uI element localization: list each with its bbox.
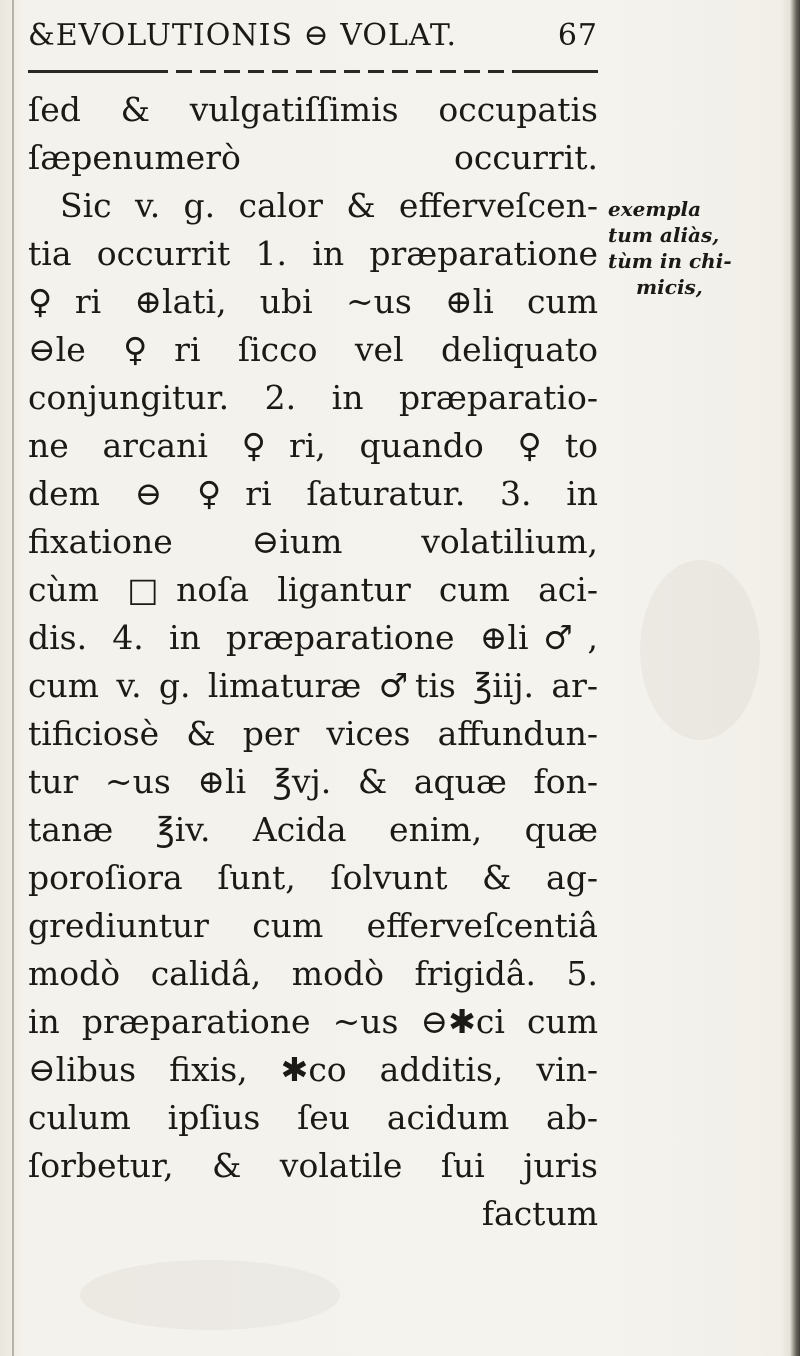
header-rule <box>28 70 598 73</box>
text-line: tia occurrit 1. in præparatione <box>28 234 598 273</box>
paper-stain <box>80 1260 340 1330</box>
text-line: dis. 4. in præparatione ⊕li♂, <box>28 618 598 657</box>
running-header <box>28 10 598 56</box>
margin-note-line: tùm in chi- <box>608 249 732 273</box>
text-line: tificiosè & per vices affundun- <box>28 714 598 753</box>
page-number: 67 <box>557 18 598 53</box>
text-line: cum v. g. limaturæ ♂tis ℥iij. ar- <box>28 666 598 705</box>
text-line: poroſiora ſunt, ſolvunt & ag- <box>28 858 598 897</box>
gutter-shadow <box>12 0 14 1356</box>
text-line: ſorbetur, & volatile ſui juris <box>28 1146 598 1185</box>
body-text <box>28 86 598 1238</box>
text-line: tanæ ℥iv. Acida enim, quæ <box>28 810 598 849</box>
text-line: ſæpenumerò occurrit. <box>28 138 598 177</box>
margin-note <box>608 196 788 300</box>
text-line: ⊖le ♀ri ſicco vel deliquato <box>28 330 598 369</box>
text-line: ⊖libus fixis, ✱co additis, vin- <box>28 1050 598 1089</box>
text-line: Sic v. g. calor & efferveſcen- <box>60 186 598 225</box>
text-line: ſed & vulgatiſſimis occupatis <box>28 90 598 129</box>
text-line: culum ipſius ſeu acidum ab- <box>28 1098 598 1137</box>
text-line: ♀ri ⊕lati, ubi ~us ⊕li cum <box>28 282 598 321</box>
margin-note-line: exempla <box>608 197 702 221</box>
margin-note-line: tum aliàs, <box>608 223 720 247</box>
text-line: conjungitur. 2. in præparatio- <box>28 378 598 417</box>
margin-note-line: micis, <box>636 275 703 299</box>
page-edge-shadow <box>790 0 800 1356</box>
running-title: &EVOLUTIONIS ⊖ VOLAT. <box>28 18 458 53</box>
paper-stain <box>640 560 760 740</box>
text-line: tur ~us ⊕li ℥vj. & aquæ fon- <box>28 762 598 801</box>
text-line: in præparatione ~us ⊖✱ci cum <box>28 1002 598 1041</box>
text-line: grediuntur cum efferveſcentiâ <box>28 906 598 945</box>
text-line: factum <box>481 1194 598 1233</box>
text-line: modò calidâ, modò frigidâ. 5. <box>28 954 598 993</box>
text-line: dem ⊖ ♀ri ſaturatur. 3. in <box>28 474 598 513</box>
text-line: fixatione ⊖ium volatilium, <box>28 522 598 561</box>
text-line: ne arcani ♀ri, quando ♀to <box>28 426 598 465</box>
text-line: cùm □noſa ligantur cum aci- <box>28 570 598 609</box>
